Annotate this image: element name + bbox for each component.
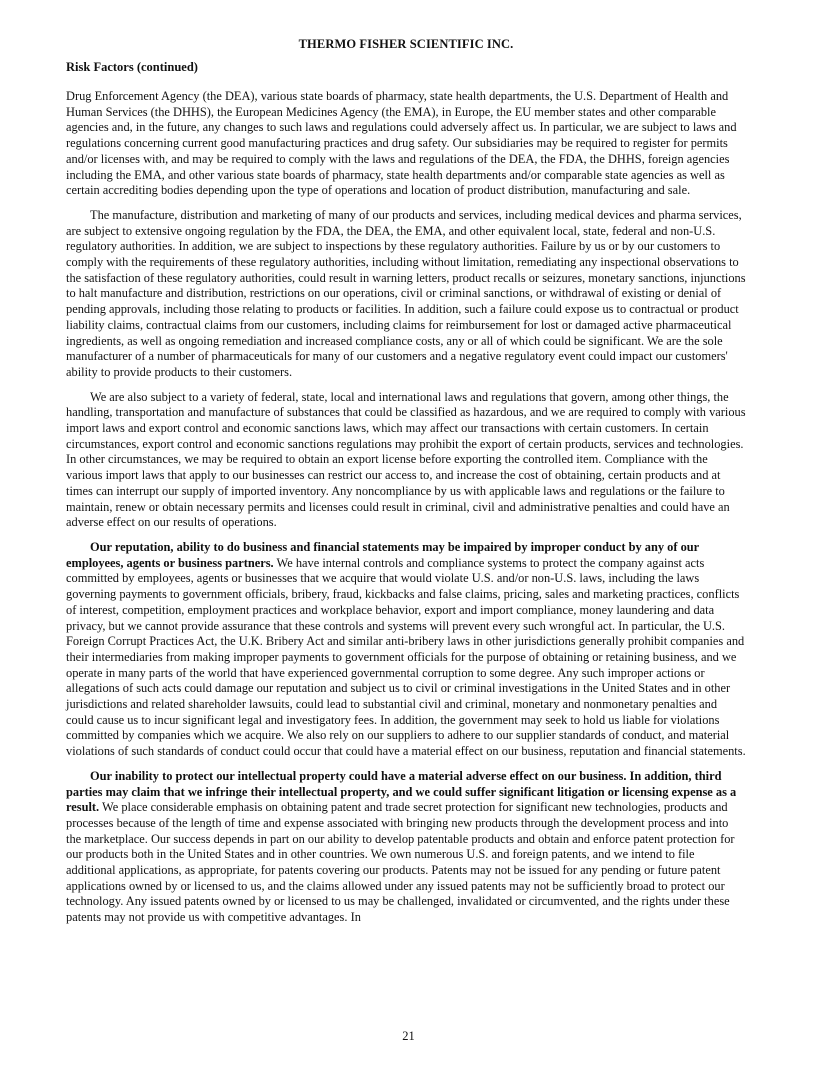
paragraph-2-text: The manufacture, distribution and marketing of many of our products and services, including medical devices and pharma services, are subject to extensive ongoing regulation by the FDA, the DEA, the EMA, and other equivalent local, state, federal and non-U.S. regulatory authorities. In addition, we are subject to inspections by these regulatory authorities. Failure by us or by our customers to comply with the requirements of these regulatory authorities, including without limitation, remediating any inspectional observations to the satisfaction of these regulatory authorities, could result in warning letters, product recalls or seizures, monetary sanctions, injunctions to halt manufacture and distribution, restrictions on our operations, civil or criminal sanctions, or withdrawal of existing or denial of pending approvals, including those relating to products or facilities. In addition, such a failure could expose us to contractual or product liability claims, contractual claims from our customers, including claims for reimbursement for lost or damaged active pharmaceutical ingredients, as well as ongoing remediation and increased compliance costs, any or all of which could be significant. We are the sole manufacturer of a number of pharmaceuticals for many of our customers and a negative regulatory event could impact our customers' ability to provide products to their customers. [66, 207, 746, 379]
paragraph-1 [66, 89, 746, 199]
paragraph-5-text: We place considerable emphasis on obtaining patent and trade secret protection for significant new technologies, products and processes because of the length of time and expense associated with bringing new products through the development process and into the marketplace. Our success depends in part on our ability to develop patentable products and obtain and enforce patent protection for our products both in the United States and in other countries. We own numerous U.S. and foreign patents, and we intend to file additional applications, as appropriate, for patents covering our products. Patents may not be issued for any pending or future patent applications owned by or licensed to us, and the claims allowed under any issued patents may not be sufficiently broad to protect our technology. Any issued patents owned by or licensed to us may be challenged, invalidated or circumvented, and the rights under these patents may not provide us with competitive advantages. In [66, 800, 735, 925]
paragraph-3 [66, 390, 746, 531]
paragraph-3-text: We are also subject to a variety of federal, state, local and international laws and regulations that govern, among other things, the handling, transportation and manufacture of substances that could be classified as hazardous, and we are required to comply with various import laws and export control and economic sanctions laws, which may affect our transactions with certain customers. In certain circumstances, export control and economic sanctions regulations may prohibit the export of certain products, services and technologies. In other circumstances, we may be required to obtain an export license before exporting the controlled item. Compliance with the various import laws that apply to our businesses can restrict our access to, and increase the cost of obtaining, certain products and at times can interrupt our supply of imported inventory. Any noncompliance by us with applicable laws and regulations or the failure to maintain, renew or obtain necessary permits and licenses could result in criminal, civil and administrative penalties and could have an adverse effect on our results of operations. [66, 389, 746, 530]
company-header: THERMO FISHER SCIENTIFIC INC. [298, 37, 514, 51]
paragraph-4-text: We have internal controls and compliance systems to protect the company against acts committed by employees, agents or businesses that we acquire that would violate U.S. and/or non-U.S. laws, including the laws governing payments to government officials, bribery, fraud, kickbacks and false claims, pricing, sales and marketing practices, conflicts of interest, competition, employment practices and workplace behavior, export and import compliance, money laundering and data privacy, but we cannot provide assurance that these controls and systems will prevent every such wrongful act. In particular, the U.S. Foreign Corrupt Practices Act, the U.K. Bribery Act and similar anti-bribery laws in other jurisdictions generally prohibit companies and their intermediaries from making improper payments to government officials for the purpose of obtaining or retaining business, and we operate in many parts of the world that have experienced governmental corruption to some degree. Any such improper actions or allegations of such acts could damage our reputation and subject us to civil or criminal investigations in the United States and in other jurisdictions and related shareholder lawsuits, could lead to substantial civil and criminal, monetary and nonmonetary penalties and could cause us to incur significant legal and investigatory fees. In addition, the government may seek to hold us liable for violations committed by companies which we acquire. We also rely on our suppliers to adhere to our supplier standards of conduct, and material violations of such standards of conduct could occur that could have a material effect on our business, reputation and financial statements. [66, 555, 746, 759]
section-heading: Risk Factors (continued) [66, 60, 198, 74]
paragraph-4-lead: Our reputation, ability to do business and financial statements may be impaired by improper conduct by any of our employees, agents or business partners. [66, 539, 699, 570]
page-number: 21 [402, 1029, 415, 1043]
paragraph-1-text: Drug Enforcement Agency (the DEA), various state boards of pharmacy, state health departments, the U.S. Department of Health and Human Services (the DHHS), the European Medicines Agency (the EMA), in Europe, the EU member states and other comparable agencies and, in the future, any changes to such laws and regulations could adversely affect us. In particular, we are subject to laws and regulations concerning current good manufacturing practices and drug safety. Our subsidiaries may be required to register for permits and/or licenses with, and may be required to comply with the laws and regulations of the DEA, the FDA, the DHHS, foreign agencies including the EMA, and other various state boards of pharmacy, state health departments and/or comparable state agencies as well as certain accrediting bodies depending upon the type of operations and location of product distribution, manufacturing and sale. [66, 89, 737, 198]
paragraph-5 [66, 769, 746, 926]
paragraph-4 [66, 540, 746, 760]
paragraph-2 [66, 208, 746, 381]
paragraph-5-lead: Our inability to protect our intellectual property could have a material adverse effect on our business. In addition, third parties may claim that we infringe their intellectual property, and we could suffer significant litigation or licensing expense as a result. [66, 768, 737, 815]
